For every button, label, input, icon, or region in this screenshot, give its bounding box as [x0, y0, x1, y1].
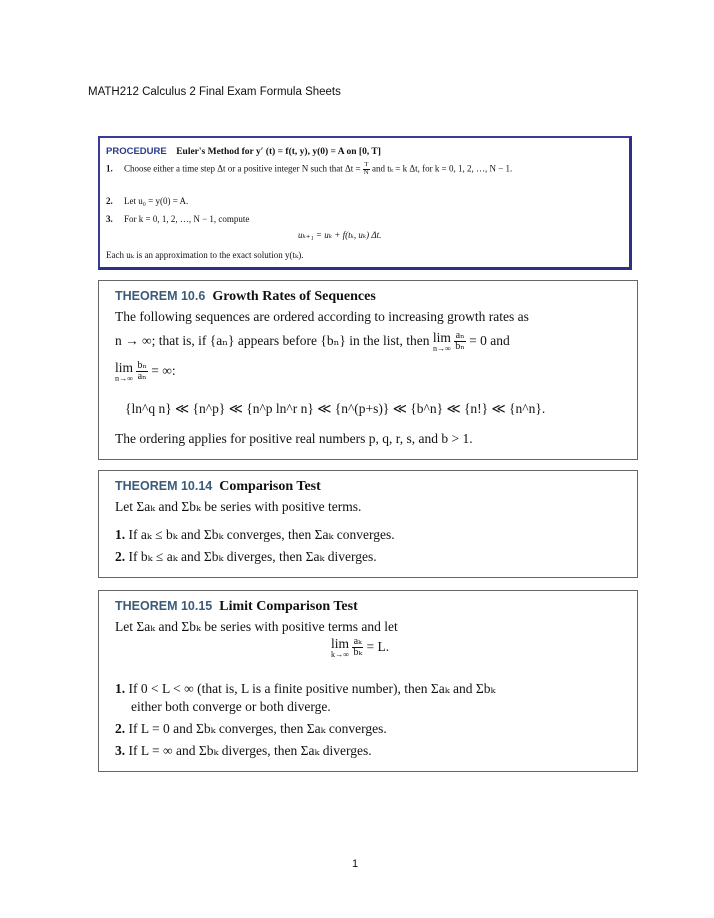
theorem-10-6-footer: The ordering applies for positive real numbers p, q, r, s, and b > 1.	[115, 431, 473, 446]
growth-rate-ordering: {ln^q n} ≪ {n^p} ≪ {n^p ln^r n} ≪ {n^(p+s)} ≪ {b^n} ≪ {n!} ≪ {n^n}.	[125, 401, 546, 416]
theorem-10-6-title: THEOREM 10.6 Growth Rates of Sequences	[115, 289, 376, 304]
procedure-title	[106, 146, 381, 157]
theorem-10-15-intro: Let Σaₖ and Σbₖ be series with positive terms and let	[115, 619, 398, 634]
theorem-10-6-box	[98, 280, 638, 460]
page-number: 1	[352, 858, 359, 870]
procedure-step-1: 1. Choose either a time step Δt or a positive integer N such that Δt = $\frac{T}{N}$ and tₖ = k Δt, for k = 0, 1, 2, …, N − 1.	[106, 161, 513, 176]
theorem-10-14-item-2: 2. If bₖ ≤ aₖ and Σbₖ diverges, then Σaₖ diverges.	[115, 549, 377, 564]
theorem-10-15-title: THEOREM 10.15 Limit Comparison Test	[115, 599, 358, 614]
euler-procedure-box	[98, 136, 632, 270]
theorem-10-6-line-3: lim n→∞ $\frac{\text{bₙ}}{\text{aₙ}}$ = ∞:	[115, 360, 176, 383]
procedure-step-2: 2. Let u₀ = y(0) = A.	[106, 196, 189, 206]
theorem-10-15-item-1-cont: either both converge or both diverge.	[131, 699, 331, 714]
procedure-footer: Each uₖ is an approximation to the exact solution y(tₖ).	[106, 250, 304, 260]
procedure-step-3: 3. For k = 0, 1, 2, …, N − 1, compute	[106, 214, 250, 224]
theorem-10-6-line-1: The following sequences are ordered according to increasing growth rates as	[115, 309, 529, 324]
theorem-10-14-intro: Let Σaₖ and Σbₖ be series with positive terms.	[115, 499, 362, 514]
theorem-10-14-title: THEOREM 10.14 Comparison Test	[115, 479, 321, 494]
euler-formula: uₖ₊₁ = uₖ + f(tₖ, uₖ) Δt.	[298, 230, 382, 240]
theorem-10-15-box	[98, 590, 638, 772]
procedure-keyword: PROCEDURE	[106, 146, 167, 157]
theorem-10-14-item-1: 1. If aₖ ≤ bₖ and Σbₖ converges, then Σaₖ converges.	[115, 527, 395, 542]
step1-fraction: $\frac{T}{N}$	[363, 161, 369, 176]
limit-comparison-formula: lim k→∞ $\frac{\text{aₖ}}{\text{bₖ}}$ = L.	[331, 636, 390, 659]
theorem-10-15-item-3: 3. If L = ∞ and Σbₖ diverges, then Σaₖ diverges.	[115, 743, 372, 758]
document-header: MATH212 Calculus 2 Final Exam Formula Sheets	[88, 86, 341, 98]
theorem-10-6-fraction-2: $\frac{\text{bₙ}}{\text{aₙ}}$	[137, 360, 147, 383]
theorem-10-14-box	[98, 470, 638, 578]
theorem-10-15-item-1: 1. If 0 < L < ∞ (that is, L is a finite positive number), then Σaₖ and Σbₖ	[115, 681, 496, 696]
theorem-10-15-item-2: 2. If L = 0 and Σbₖ converges, then Σaₖ converges.	[115, 721, 387, 736]
theorem-10-6-fraction-1: $\frac{\text{aₙ}}{\text{bₙ}}$	[455, 330, 465, 353]
procedure-title-text: Euler's Method for y′ (t) = f(t, y), y(0) = A on [0, T]	[176, 147, 381, 157]
theorem-10-6-line-2: n → ∞; that is, if {aₙ} appears before {bₙ} in the list, then lim n→∞ $\frac{\text{aₙ}}{\text{bₙ}}$ = 0 and	[115, 330, 510, 353]
limit-comparison-fraction: $\frac{\text{aₖ}}{\text{bₖ}}$	[353, 636, 363, 659]
